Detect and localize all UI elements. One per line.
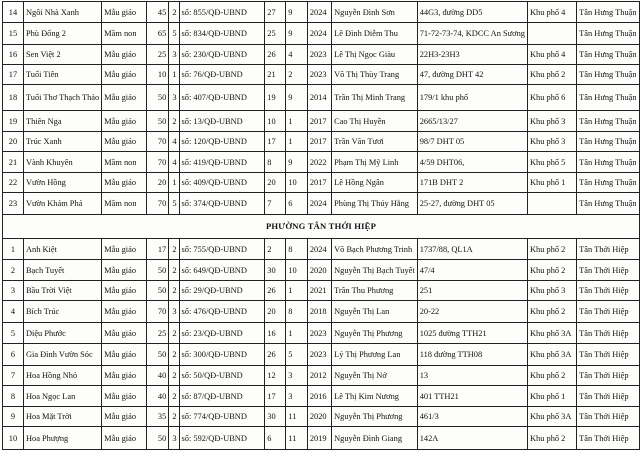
cell-capacity: 70 <box>147 132 169 152</box>
cell-owner: Phùng Thị Thúy Hằng <box>332 193 418 215</box>
table-row <box>3 323 640 344</box>
cell-classes: 3 <box>169 45 179 65</box>
cell-year: 2017 <box>307 173 331 193</box>
cell-year: 2024 <box>307 2 331 23</box>
cell-address: 20-22 <box>417 301 527 323</box>
cell-day: 26 <box>265 344 286 366</box>
cell-month: 11 <box>286 427 308 450</box>
cell-capacity: 70 <box>147 301 169 323</box>
cell-decision: số: 300/QĐ-UBND <box>179 344 265 366</box>
cell-classes: 2 <box>169 239 179 260</box>
cell-ward: Tân Thới Hiệp <box>577 366 640 386</box>
cell-address: 1737/88, QL1A <box>417 239 527 260</box>
cell-classes: 3 <box>169 427 179 450</box>
table-row <box>3 2 640 23</box>
cell-stt: 10 <box>3 427 24 450</box>
cell-quarter: Khu phố 5 <box>527 152 576 173</box>
table-row <box>3 85 640 111</box>
cell-owner: Võ Bạch Phương Trinh <box>332 239 418 260</box>
cell-owner: Phạm Thị Mỹ Linh <box>332 152 418 173</box>
cell-type: Mẫu giáo <box>102 386 147 407</box>
cell-name: Hoa Ngọc Lan <box>23 386 101 407</box>
cell-quarter: Khu phố 2 <box>527 260 576 281</box>
cell-ward: Tân Hưng Thuận <box>577 45 640 65</box>
cell-type: Mẫu giáo <box>102 85 147 111</box>
cell-name: Bầu Trời Việt <box>23 281 101 301</box>
cell-capacity: 50 <box>147 111 169 132</box>
cell-classes: 2 <box>169 366 179 386</box>
cell-stt: 9 <box>3 407 24 427</box>
cell-address: 142A <box>417 427 527 450</box>
cell-capacity: 25 <box>147 323 169 344</box>
cell-owner: Nguyễn Đình Sơn <box>332 2 418 23</box>
cell-year: 2023 <box>307 45 331 65</box>
cell-type: Mẫu giáo <box>102 281 147 301</box>
cell-classes: 2 <box>169 386 179 407</box>
cell-quarter: Khu phố 1 <box>527 386 576 407</box>
cell-year: 2012 <box>307 366 331 386</box>
cell-day: 8 <box>265 152 286 173</box>
cell-address: 44G3, đường DD5 <box>417 2 527 23</box>
cell-name: Tuổi Thơ Thạch Thảo <box>23 85 101 111</box>
cell-type: Mẫu giáo <box>102 239 147 260</box>
cell-owner: Nguyễn Đình Giang <box>332 427 418 450</box>
cell-ward: Tân Thới Hiệp <box>577 260 640 281</box>
cell-quarter: Khu phố 3 <box>527 132 576 152</box>
cell-quarter: Khu phố 3A <box>527 323 576 344</box>
cell-ward: Tân Hưng Thuận <box>577 23 640 45</box>
cell-quarter: Khu phố 2 <box>527 65 576 85</box>
cell-month: 10 <box>286 260 308 281</box>
cell-month: 1 <box>286 323 308 344</box>
cell-decision: số: 87/QĐ-UBND <box>179 386 265 407</box>
cell-month: 2 <box>286 65 308 85</box>
cell-ward: Tân Hưng Thuận <box>577 85 640 111</box>
cell-address: 4/59 DHT06, <box>417 152 527 173</box>
cell-month: 9 <box>286 85 308 111</box>
cell-quarter: Khu phố 3 <box>527 111 576 132</box>
cell-ward: Tân Thới Hiệp <box>577 344 640 366</box>
cell-type: Mẫu giáo <box>102 2 147 23</box>
cell-month: 1 <box>286 281 308 301</box>
cell-quarter: Khu phố 4 <box>527 2 576 23</box>
cell-stt: 18 <box>3 85 24 111</box>
cell-decision: số: 76/QĐ-UBND <box>179 65 265 85</box>
table-row <box>3 65 640 85</box>
cell-address: 98/7 DHT 05 <box>417 132 527 152</box>
cell-classes: 4 <box>169 132 179 152</box>
cell-month: 9 <box>286 2 308 23</box>
table-row <box>3 193 640 215</box>
cell-type: Mẫu giáo <box>102 45 147 65</box>
cell-day: 26 <box>265 281 286 301</box>
cell-year: 2019 <box>307 427 331 450</box>
cell-address: 25-27, đường DHT 05 <box>417 193 527 215</box>
cell-stt: 15 <box>3 23 24 45</box>
cell-type: Mẫu giáo <box>102 173 147 193</box>
cell-name: Vườn Khám Phá <box>23 193 101 215</box>
cell-capacity: 70 <box>147 152 169 173</box>
table-body-tan-thoi-hiep <box>3 239 640 450</box>
cell-owner: Nguyễn Thị Phương <box>332 407 418 427</box>
cell-month: 1 <box>286 132 308 152</box>
cell-day: 20 <box>265 301 286 323</box>
cell-name: Bích Trúc <box>23 301 101 323</box>
cell-month: 9 <box>286 152 308 173</box>
cell-decision: số: 230/QĐ-UBND <box>179 45 265 65</box>
cell-type: Mầm non <box>102 193 147 215</box>
cell-stt: 23 <box>3 193 24 215</box>
cell-owner: Nguyễn Thị Phương <box>332 323 418 344</box>
cell-ward: Tân Thới Hiệp <box>577 281 640 301</box>
cell-ward: Tân Thới Hiệp <box>577 323 640 344</box>
cell-year: 2018 <box>307 301 331 323</box>
cell-year: 2017 <box>307 132 331 152</box>
cell-address: 118 đường TTH08 <box>417 344 527 366</box>
cell-year: 2020 <box>307 260 331 281</box>
kindergarten-table <box>2 1 640 450</box>
cell-type: Mẫu giáo <box>102 132 147 152</box>
cell-ward: Tân Thới Hiệp <box>577 301 640 323</box>
cell-day: 21 <box>265 65 286 85</box>
cell-stt: 1 <box>3 239 24 260</box>
cell-quarter: Khu phố 2 <box>527 239 576 260</box>
cell-stt: 6 <box>3 344 24 366</box>
cell-capacity: 50 <box>147 344 169 366</box>
cell-quarter: Khu phố 2 <box>527 301 576 323</box>
cell-month: 11 <box>286 407 308 427</box>
cell-decision: số: 476/QĐ-UBND <box>179 301 265 323</box>
cell-owner: Lê Thị Ngọc Giàu <box>332 45 418 65</box>
section-header-group <box>3 215 640 239</box>
table-row <box>3 260 640 281</box>
cell-stt: 2 <box>3 260 24 281</box>
cell-month: 1 <box>286 111 308 132</box>
cell-year: 2023 <box>307 323 331 344</box>
cell-owner: Trần Văn Tươi <box>332 132 418 152</box>
cell-owner: Lê Thị Kim Nương <box>332 386 418 407</box>
cell-day: 27 <box>265 2 286 23</box>
cell-decision: số: 419/QĐ-UBND <box>179 152 265 173</box>
cell-stt: 19 <box>3 111 24 132</box>
cell-address: 47/4 <box>417 260 527 281</box>
cell-type: Mầm non <box>102 23 147 45</box>
cell-name: Hoa Mặt Trời <box>23 407 101 427</box>
table-row <box>3 301 640 323</box>
cell-type: Mẫu giáo <box>102 111 147 132</box>
cell-name: Hoa Phượng <box>23 427 101 450</box>
cell-day: 17 <box>265 132 286 152</box>
cell-name: Tuổi Tiên <box>23 65 101 85</box>
cell-year: 2020 <box>307 407 331 427</box>
table-row <box>3 173 640 193</box>
cell-month: 3 <box>286 366 308 386</box>
cell-name: Thiên Nga <box>23 111 101 132</box>
cell-capacity: 50 <box>147 281 169 301</box>
cell-stt: 3 <box>3 281 24 301</box>
cell-classes: 5 <box>169 23 179 45</box>
cell-name: Bạch Tuyết <box>23 260 101 281</box>
cell-ward: Tân Hưng Thuận <box>577 193 640 215</box>
cell-ward: Tân Thới Hiệp <box>577 407 640 427</box>
cell-classes: 2 <box>169 111 179 132</box>
cell-year: 2017 <box>307 111 331 132</box>
cell-ward: Tân Hưng Thuận <box>577 132 640 152</box>
cell-name: Anh Kiệt <box>23 239 101 260</box>
cell-year: 2024 <box>307 239 331 260</box>
cell-address: 71-72-73-74, KDCC An Sương <box>417 23 527 45</box>
cell-address: 22H3-23H3 <box>417 45 527 65</box>
cell-classes: 4 <box>169 152 179 173</box>
cell-capacity: 10 <box>147 65 169 85</box>
table-row <box>3 407 640 427</box>
cell-quarter: Khu phố 1 <box>527 173 576 193</box>
cell-day: 30 <box>265 407 286 427</box>
cell-address: 401 TTH21 <box>417 386 527 407</box>
cell-classes: 2 <box>169 407 179 427</box>
cell-name: Vườn Hồng <box>23 173 101 193</box>
cell-capacity: 50 <box>147 260 169 281</box>
cell-address: 1025 đường TTH21 <box>417 323 527 344</box>
cell-ward: Tân Hưng Thuận <box>577 173 640 193</box>
cell-stt: 17 <box>3 65 24 85</box>
cell-owner: Lê Đình Diễm Thu <box>332 23 418 45</box>
cell-month: 8 <box>286 239 308 260</box>
table-row <box>3 45 640 65</box>
table-row <box>3 111 640 132</box>
cell-type: Mẫu giáo <box>102 344 147 366</box>
cell-quarter: Khu phố 3A <box>527 407 576 427</box>
cell-month: 5 <box>286 344 308 366</box>
cell-day: 30 <box>265 260 286 281</box>
cell-month: 8 <box>286 301 308 323</box>
cell-type: Mẫu giáo <box>102 407 147 427</box>
cell-month: 6 <box>286 193 308 215</box>
cell-capacity: 40 <box>147 386 169 407</box>
cell-owner: Nguyễn Thị Nở <box>332 366 418 386</box>
cell-decision: số: 855/QĐ-UBND <box>179 2 265 23</box>
cell-name: Trúc Xanh <box>23 132 101 152</box>
cell-day: 2 <box>265 239 286 260</box>
cell-year: 2014 <box>307 85 331 111</box>
table-row <box>3 344 640 366</box>
cell-address: 47, đường DHT 42 <box>417 65 527 85</box>
cell-address: 251 <box>417 281 527 301</box>
cell-stt: 16 <box>3 45 24 65</box>
cell-day: 16 <box>265 323 286 344</box>
cell-address: 13 <box>417 366 527 386</box>
cell-capacity: 45 <box>147 2 169 23</box>
cell-decision: số: 592/QĐ-UBND <box>179 427 265 450</box>
cell-capacity: 35 <box>147 407 169 427</box>
section-title: PHƯỜNG TÂN THỚI HIỆP <box>3 215 640 239</box>
cell-quarter: Khu phố 2 <box>527 366 576 386</box>
cell-classes: 2 <box>169 260 179 281</box>
cell-quarter: Khu phố 3A <box>527 344 576 366</box>
cell-month: 4 <box>286 45 308 65</box>
cell-name: Diệu Phước <box>23 323 101 344</box>
cell-address: 2665/13/27 <box>417 111 527 132</box>
cell-capacity: 70 <box>147 193 169 215</box>
cell-capacity: 50 <box>147 85 169 111</box>
cell-stt: 21 <box>3 152 24 173</box>
cell-classes: 2 <box>169 2 179 23</box>
cell-name: Gia Đình Vườn Sóc <box>23 344 101 366</box>
cell-ward: Tân Hưng Thuận <box>577 111 640 132</box>
cell-quarter <box>527 23 576 45</box>
cell-ward: Tân Thới Hiệp <box>577 386 640 407</box>
cell-month: 3 <box>286 386 308 407</box>
table-row <box>3 427 640 450</box>
table-row <box>3 239 640 260</box>
cell-type: Mẫu giáo <box>102 323 147 344</box>
cell-day: 20 <box>265 173 286 193</box>
cell-address: 461/3 <box>417 407 527 427</box>
cell-type: Mẫu giáo <box>102 366 147 386</box>
cell-decision: số: 374/QĐ-UBND <box>179 193 265 215</box>
cell-classes: 3 <box>169 301 179 323</box>
cell-year: 2024 <box>307 193 331 215</box>
cell-month: 10 <box>286 173 308 193</box>
cell-decision: số: 755/QĐ-UBND <box>179 239 265 260</box>
cell-day: 19 <box>265 85 286 111</box>
cell-type: Mẫu giáo <box>102 427 147 450</box>
cell-stt: 8 <box>3 386 24 407</box>
cell-day: 10 <box>265 111 286 132</box>
cell-type: Mẫu giáo <box>102 260 147 281</box>
cell-year: 2023 <box>307 65 331 85</box>
cell-type: Mẫu giáo <box>102 65 147 85</box>
cell-owner: Cao Thị Huyền <box>332 111 418 132</box>
cell-day: 17 <box>265 386 286 407</box>
cell-capacity: 40 <box>147 366 169 386</box>
cell-day: 12 <box>265 366 286 386</box>
cell-decision: số: 23/QĐ-UBND <box>179 323 265 344</box>
cell-classes: 1 <box>169 173 179 193</box>
cell-day: 26 <box>265 45 286 65</box>
cell-owner: Lý Thị Phương Lan <box>332 344 418 366</box>
cell-month: 9 <box>286 23 308 45</box>
cell-quarter: Khu phố 4 <box>527 45 576 65</box>
cell-owner: Trần Thu Phương <box>332 281 418 301</box>
cell-classes: 2 <box>169 281 179 301</box>
cell-classes: 1 <box>169 65 179 85</box>
cell-capacity: 65 <box>147 23 169 45</box>
cell-decision: số: 50/QĐ-UBND <box>179 366 265 386</box>
cell-owner: Lê Hồng Ngân <box>332 173 418 193</box>
cell-decision: số: 407/QĐ-UBND <box>179 85 265 111</box>
cell-type: Mẫu giáo <box>102 301 147 323</box>
cell-name: Hoa Hồng Nhỏ <box>23 366 101 386</box>
cell-capacity: 20 <box>147 173 169 193</box>
cell-decision: số: 774/QĐ-UBND <box>179 407 265 427</box>
cell-ward: Tân Hưng Thuận <box>577 2 640 23</box>
table-row <box>3 366 640 386</box>
cell-day: 7 <box>265 193 286 215</box>
cell-name: Vành Khuyên <box>23 152 101 173</box>
cell-address: 179/1 khu phố <box>417 85 527 111</box>
cell-owner: Nguyễn Thị Bạch Tuyết <box>332 260 418 281</box>
cell-address: 171B DHT 2 <box>417 173 527 193</box>
table-row <box>3 281 640 301</box>
cell-stt: 7 <box>3 366 24 386</box>
cell-owner: Trần Thị Minh Trang <box>332 85 418 111</box>
cell-year: 2021 <box>307 281 331 301</box>
cell-decision: số: 29/QĐ-UBND <box>179 281 265 301</box>
cell-decision: số: 649/QĐ-UBND <box>179 260 265 281</box>
cell-decision: số: 409/QĐ-UBND <box>179 173 265 193</box>
cell-quarter: Khu phố 6 <box>527 85 576 111</box>
cell-ward: Tân Hưng Thuận <box>577 152 640 173</box>
cell-name: Sen Việt 2 <box>23 45 101 65</box>
cell-capacity: 17 <box>147 239 169 260</box>
table-row <box>3 132 640 152</box>
cell-capacity: 50 <box>147 427 169 450</box>
table-body-tan-hung-thuan <box>3 2 640 215</box>
cell-year: 2022 <box>307 152 331 173</box>
cell-decision: số: 13/QĐ-UBND <box>179 111 265 132</box>
cell-stt: 5 <box>3 323 24 344</box>
cell-name: Ngôi Nhà Xanh <box>23 2 101 23</box>
cell-day: 25 <box>265 23 286 45</box>
cell-ward: Tân Thới Hiệp <box>577 427 640 450</box>
cell-stt: 4 <box>3 301 24 323</box>
section-row <box>3 215 640 239</box>
cell-type: Mầm non <box>102 152 147 173</box>
cell-stt: 14 <box>3 2 24 23</box>
cell-classes: 2 <box>169 323 179 344</box>
cell-stt: 22 <box>3 173 24 193</box>
table-row <box>3 23 640 45</box>
cell-ward: Tân Thới Hiệp <box>577 239 640 260</box>
cell-year: 2024 <box>307 23 331 45</box>
cell-year: 2016 <box>307 386 331 407</box>
cell-classes: 3 <box>169 85 179 111</box>
cell-day: 6 <box>265 427 286 450</box>
cell-name: Phù Đổng 2 <box>23 23 101 45</box>
cell-year: 2023 <box>307 344 331 366</box>
cell-classes: 2 <box>169 344 179 366</box>
cell-decision: số: 834/QĐ-UBND <box>179 23 265 45</box>
table-row <box>3 152 640 173</box>
cell-classes: 5 <box>169 193 179 215</box>
cell-stt: 20 <box>3 132 24 152</box>
cell-ward: Tân Hưng Thuận <box>577 65 640 85</box>
cell-capacity: 25 <box>147 45 169 65</box>
cell-quarter: Khu phố 2 <box>527 427 576 450</box>
cell-quarter: Khu phố 3 <box>527 281 576 301</box>
cell-decision: số: 120/QĐ-UBND <box>179 132 265 152</box>
cell-owner: Nguyễn Thị Lan <box>332 301 418 323</box>
table-row <box>3 386 640 407</box>
cell-quarter <box>527 193 576 215</box>
cell-owner: Võ Thị Thùy Trang <box>332 65 418 85</box>
